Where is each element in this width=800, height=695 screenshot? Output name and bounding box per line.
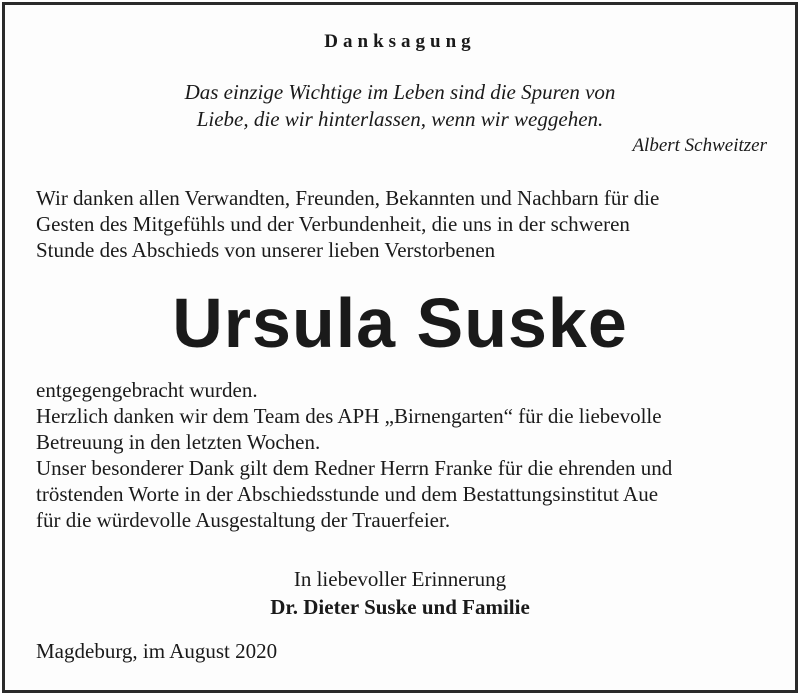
closing-text: In liebevoller Erinnerung bbox=[293, 567, 507, 591]
body-paragraph bbox=[36, 377, 768, 533]
text-line: entgegengebracht wurden. bbox=[36, 378, 258, 402]
quote-line: Liebe, die wir hinterlassen, wenn wir weggehen. bbox=[196, 107, 604, 131]
text-line: Betreuung in den letzten Wochen. bbox=[36, 430, 321, 454]
quote bbox=[5, 79, 795, 133]
intro-paragraph bbox=[36, 185, 768, 263]
closing-block bbox=[5, 565, 795, 621]
text-line: tröstenden Worte in der Abschiedsstunde und dem Bestattungsinstitut Aue bbox=[36, 482, 659, 506]
text-line: Gesten des Mitgefühls und der Verbundenheit, die uns in der schweren bbox=[36, 212, 630, 236]
obituary-notice bbox=[2, 2, 798, 693]
text-line: Herzlich danken wir dem Team des APH „Birnengarten“ für die liebevolle bbox=[36, 404, 662, 428]
place-date: Magdeburg, im August 2020 bbox=[36, 639, 278, 663]
text-line: Wir danken allen Verwandten, Freunden, Bekannten und Nachbarn für die bbox=[36, 186, 660, 210]
quote-line: Das einzige Wichtige im Leben sind die Spuren von bbox=[184, 80, 616, 104]
text-line: Stunde des Abschieds von unserer lieben Verstorbenen bbox=[36, 238, 496, 262]
text-line: Unser besonderer Dank gilt dem Redner Herrn Franke für die ehrenden und bbox=[36, 456, 673, 480]
deceased-name: Ursula Suske bbox=[172, 284, 628, 362]
notice-heading: Danksagung bbox=[324, 31, 476, 52]
quote-author: Albert Schweitzer bbox=[632, 135, 767, 156]
text-line: für die würdevolle Ausgestaltung der Trauerfeier. bbox=[36, 508, 451, 532]
signature: Dr. Dieter Suske und Familie bbox=[270, 595, 530, 619]
